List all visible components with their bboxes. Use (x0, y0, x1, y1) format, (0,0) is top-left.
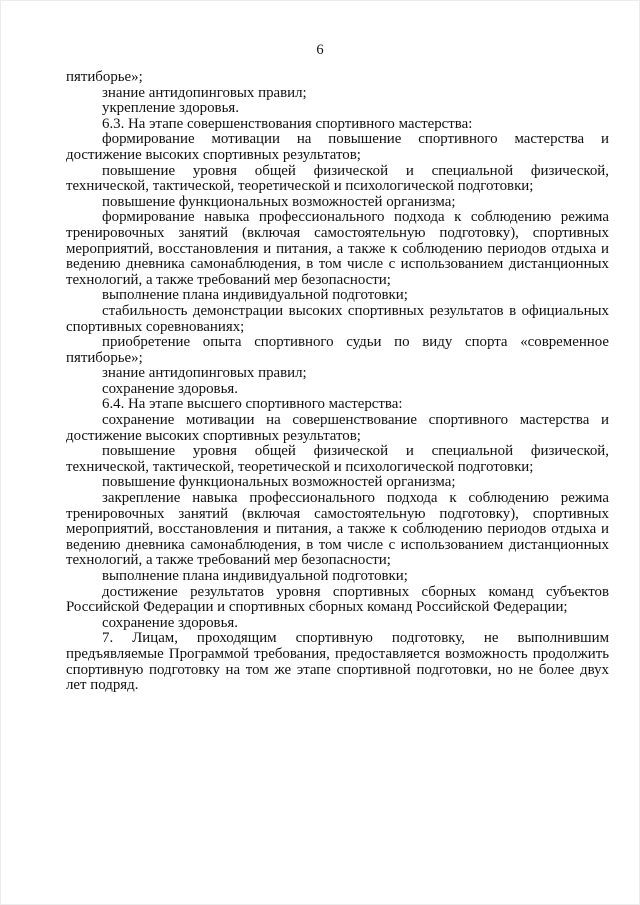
paragraph: знание антидопинговых правил; (102, 84, 307, 101)
paragraph: повышение уровня общей физической и специальной физической, технической, тактической, теоретической и психологической подготовки; (66, 162, 609, 195)
paragraph: сохранение мотивации на совершенствование спортивного мастерства и достижение высоких спортивных результатов; (66, 412, 609, 444)
paragraph: достижение результатов уровня спортивных сборных команд субъектов Российской Федерации и спортивных сборных команд Российской Федерации; (66, 583, 609, 616)
section-heading-6-3: 6.3. На этапе совершенствования спортивного мастерства: (102, 115, 473, 132)
page-number: 6 (316, 42, 324, 58)
paragraph: сохранение здоровья. (102, 614, 238, 631)
section-7-paragraph: 7. Лицам, проходящим спортивную подготовку, не выполнившим предъявляемые Программой требования, предоставляется возможность продолжить спортивную подготовку на том же этапе спортивной подготовки, но не более двух лет подряд. (66, 630, 609, 694)
paragraph: выполнение плана индивидуальной подготовки; (102, 287, 408, 304)
paragraph: повышение функциональных возможностей организма; (102, 474, 456, 491)
paragraph: формирование мотивации на повышение спортивного мастерства и достижение высоких спортивных результатов; (66, 131, 609, 163)
paragraph: повышение функциональных возможностей организма; (102, 193, 456, 210)
paragraph: выполнение плана индивидуальной подготовки; (102, 568, 408, 584)
paragraph: укрепление здоровья. (102, 100, 239, 117)
paragraph: пятиборье»; (66, 69, 143, 85)
paragraph: формирование навыка профессионального подхода к соблюдению режима тренировочных занятий (включая самостоятельную подготовку), спортивных мероприятий, восстановления и питания, а также к соблюдению периодов отдыха и ведению дневника самонаблюдения, в том числе с использованием дистанционных технологий, а также требований мер безопасности; (66, 209, 609, 288)
paragraph: стабильность демонстрации высоких спортивных результатов в официальных спортивных соревнованиях; (66, 302, 609, 335)
paragraph: закрепление навыка профессионального подхода к соблюдению режима тренировочных занятий (включая самостоятельную подготовку), спортивных мероприятий, восстановления и питания, а также к соблюдению периодов отдыха и ведению дневника самонаблюдения, в том числе с использованием дистанционных технологий, а также требований мер безопасности; (66, 490, 609, 569)
paragraph: повышение уровня общей физической и специальной физической, технической, тактической, теоретической и психологической подготовки; (66, 443, 609, 475)
section-heading-6-4: 6.4. На этапе высшего спортивного мастерства: (102, 396, 403, 413)
document-body (66, 70, 609, 694)
paragraph: приобретение опыта спортивного судьи по виду спорта «современное пятиборье»; (66, 334, 609, 366)
paragraph: сохранение здоровья. (102, 380, 238, 397)
paragraph: знание антидопинговых правил; (102, 365, 307, 382)
